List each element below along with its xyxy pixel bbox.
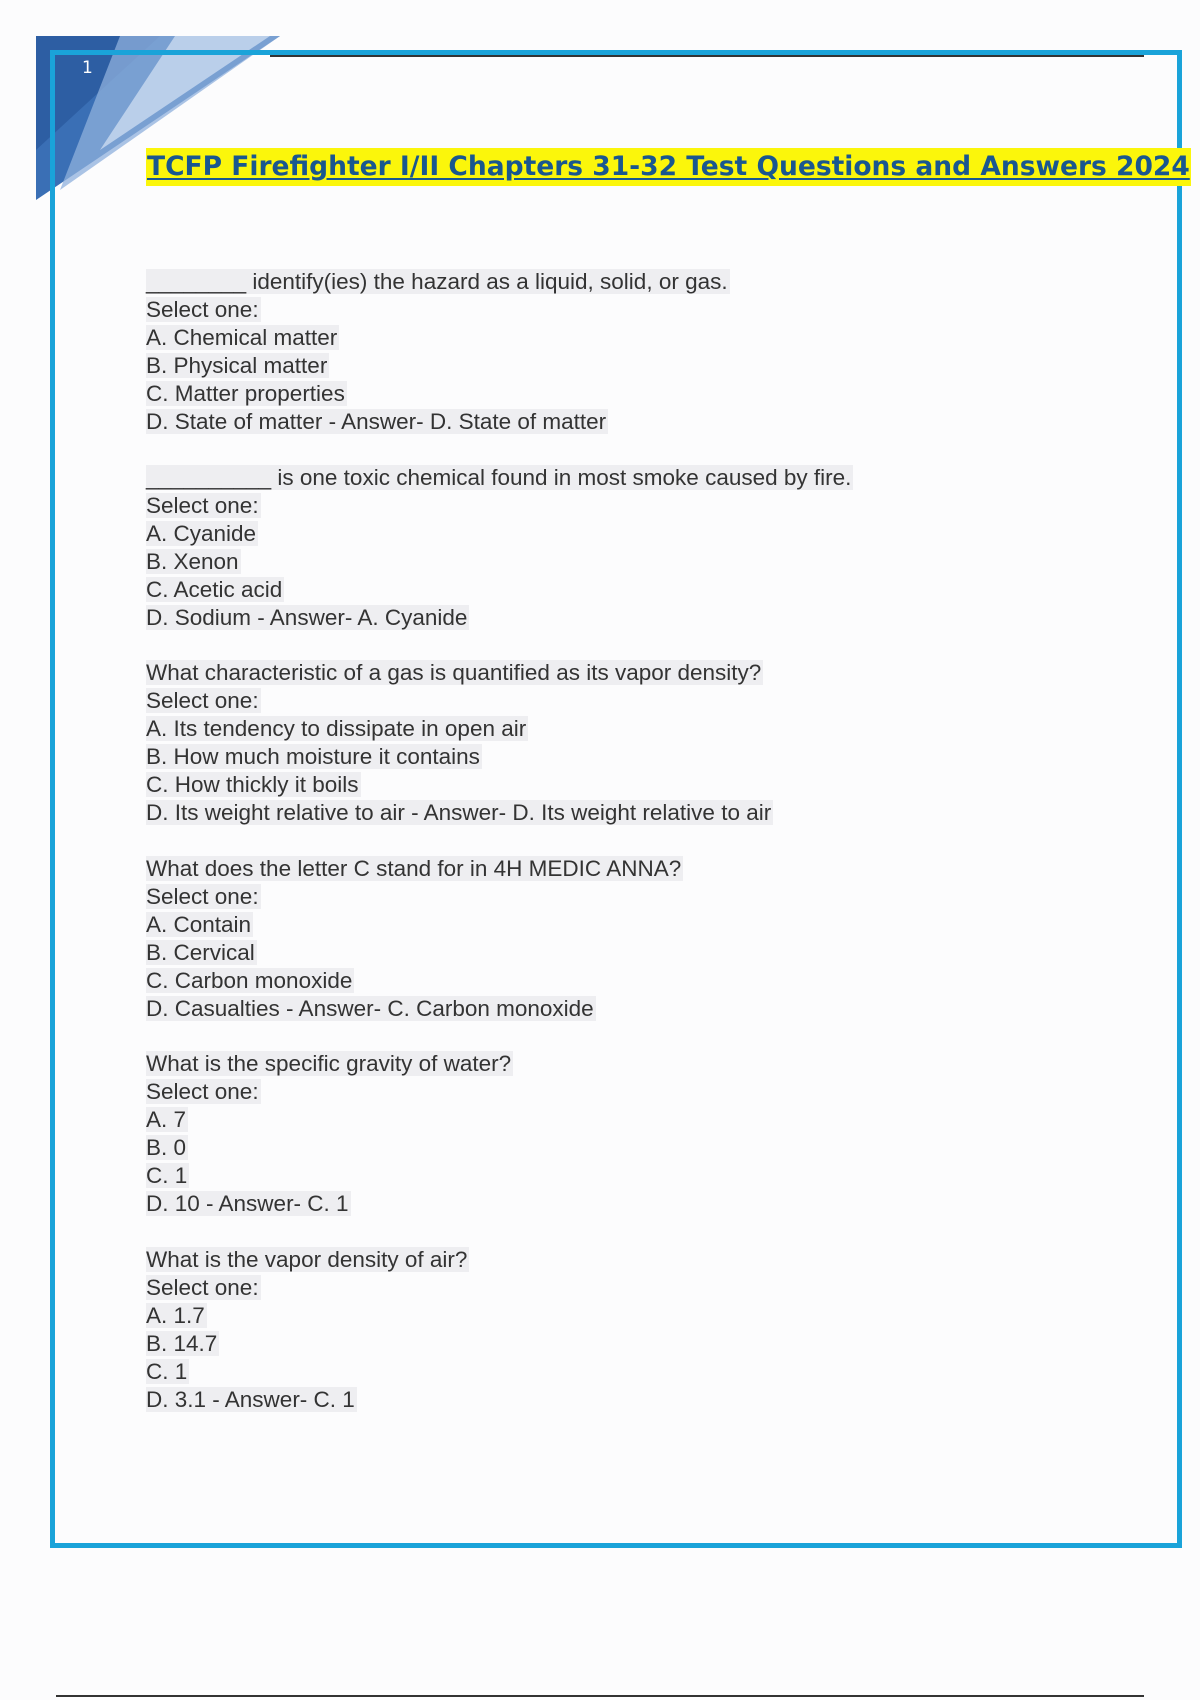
answer-option: C. How thickly it boils	[146, 772, 359, 797]
question-prompt: What is the specific gravity of water?	[146, 1051, 512, 1076]
answer-option: B. Physical matter	[146, 353, 328, 378]
answer-option: C. Matter properties	[146, 381, 345, 406]
select-label: Select one:	[146, 1274, 259, 1300]
select-label: Select one:	[146, 1079, 259, 1104]
page-number: 1	[82, 58, 93, 78]
answer-option-with-key: D. 10 - Answer- C. 1	[146, 1191, 349, 1216]
answer-option: B. Xenon	[146, 548, 239, 574]
question-block	[146, 464, 1106, 632]
answer-option-with-key: D. Sodium - Answer- A. Cyanide	[146, 604, 468, 630]
question-block	[146, 1246, 1106, 1414]
select-label: Select one:	[146, 297, 259, 322]
question-prompt: __________ is one toxic chemical found in most smoke caused by fire.	[146, 464, 852, 490]
answer-option: A. Chemical matter	[146, 325, 338, 350]
question-block	[146, 855, 1106, 1023]
answer-option: B. How much moisture it contains	[146, 744, 480, 769]
question-block	[146, 659, 1106, 827]
answer-option: C. Carbon monoxide	[146, 967, 353, 993]
select-label: Select one:	[146, 883, 259, 909]
select-label: Select one:	[146, 492, 259, 518]
answer-option: A. Contain	[146, 911, 252, 937]
footer-rule	[56, 1695, 1144, 1697]
answer-option: B. 14.7	[146, 1330, 218, 1356]
answer-option: A. 1.7	[146, 1302, 205, 1328]
answer-option: C. 1	[146, 1163, 188, 1188]
answer-option: B. 0	[146, 1135, 187, 1160]
question-prompt: What is the vapor density of air?	[146, 1246, 468, 1272]
answer-option: A. Cyanide	[146, 520, 257, 546]
answer-option-with-key: D. Casualties - Answer- C. Carbon monoxide	[146, 995, 594, 1021]
answer-option: A. 7	[146, 1107, 187, 1132]
answer-option: B. Cervical	[146, 939, 255, 965]
select-label: Select one:	[146, 688, 259, 713]
question-prompt: What characteristic of a gas is quantified as its vapor density?	[146, 660, 762, 685]
answer-option: C. 1	[146, 1358, 188, 1384]
answer-option-with-key: D. State of matter - Answer- D. State of matter	[146, 409, 607, 434]
question-prompt: ________ identify(ies) the hazard as a liquid, solid, or gas.	[146, 269, 728, 294]
answer-option: C. Acetic acid	[146, 576, 283, 602]
question-block	[146, 1050, 1106, 1218]
question-list	[146, 268, 1106, 1441]
answer-option-with-key: D. Its weight relative to air - Answer- D. Its weight relative to air	[146, 800, 772, 825]
question-block	[146, 268, 1106, 436]
question-prompt: What does the letter C stand for in 4H MEDIC ANNA?	[146, 855, 682, 881]
answer-option: A. Its tendency to dissipate in open air	[146, 716, 527, 741]
answer-option-with-key: D. 3.1 - Answer- C. 1	[146, 1386, 355, 1412]
document-title: TCFP Firefighter I/II Chapters 31-32 Test Questions and Answers 2024	[146, 148, 1191, 186]
